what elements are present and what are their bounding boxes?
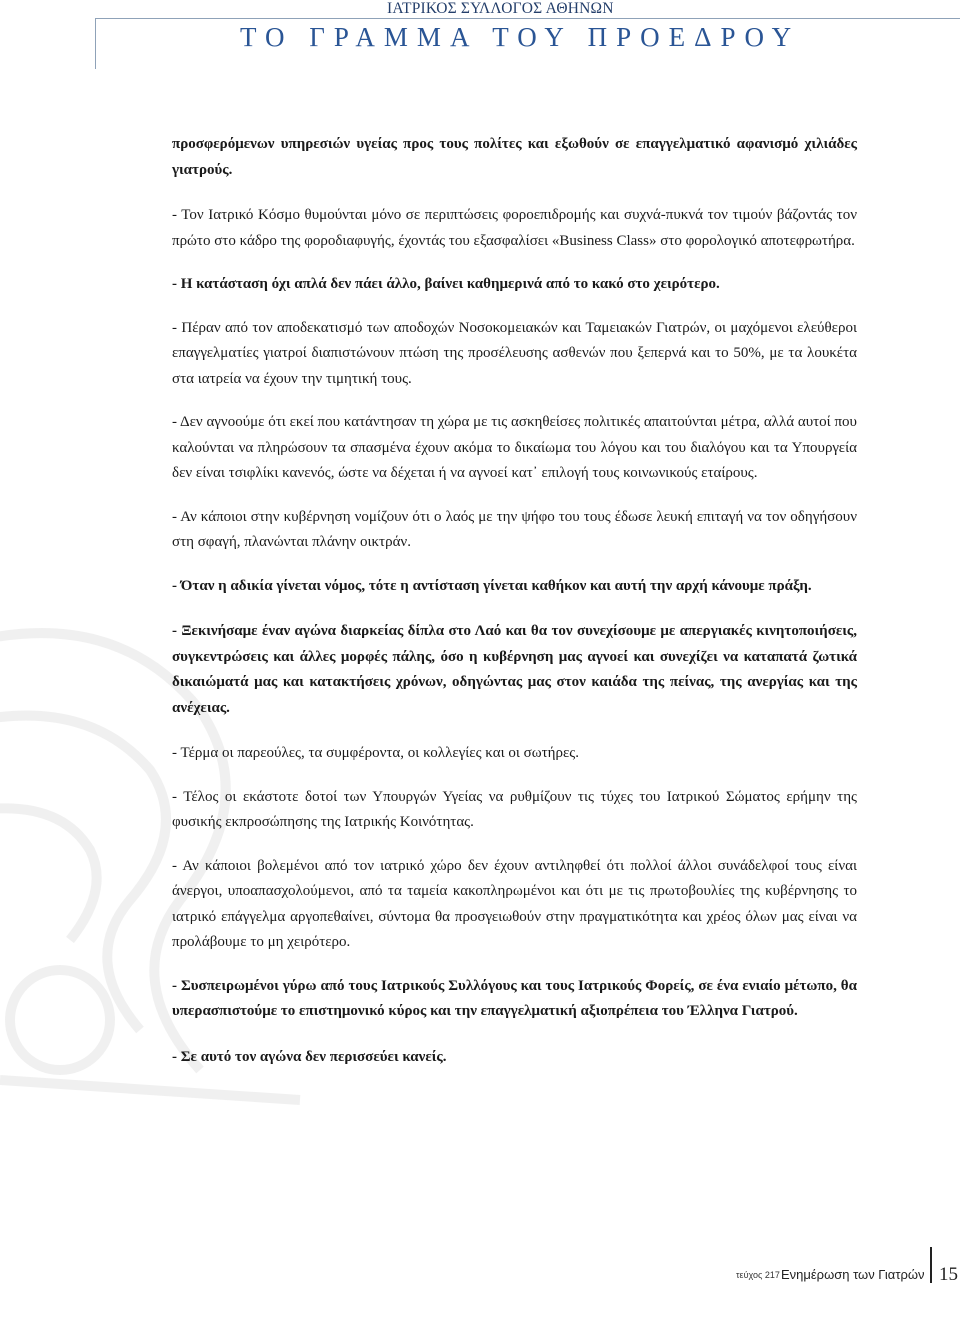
paragraph: - Σε αυτό τον αγώνα δεν περισσεύει κανείς. [172, 1048, 447, 1065]
paragraph: - Αν κάποιοι στην κυβέρνηση νομίζουν ότι ο λαός με την ψήφο του τους έδωσε λευκή επιταγή να τον οδηγήσουν στη σφαγή, πλανώνται πλάνην οικτράν. [172, 508, 857, 550]
letter-body [172, 132, 857, 1070]
footer-divider [930, 1247, 932, 1283]
page-title: ΤΟ ΓΡΑΜΜΑ ΤΟΥ ΠΡΟΕΔΡΟΥ [240, 22, 801, 52]
paragraph: - Πέραν από τον αποδεκατισμό των αποδοχών Νοσοκομειακών και Ταμειακών Γιατρών, οι μαχόμενοι ελεύθεροι επαγγελματίες γιατροί διαπιστώνουν πτώση της προσέλευσης ασθενών που ξεπερνά και το 50%, με τα λουκέτα στα ιατρεία να έχουν την τιμητική τους. [172, 319, 857, 387]
paragraph: - Συσπειρωμένοι γύρω από τους Ιατρικούς Συλλόγους και τους Ιατρικούς Φορείς, σε ένα ενιαίο μέτωπο, θα υπερασπιστούμε το επιστημονικό κύρος και την επαγγελματική αξιοπρέπεια του Έλληνα Γιατρού. [172, 977, 857, 1019]
page-number: 15 [939, 1264, 958, 1285]
paragraph: - Αν κάποιοι βολεμένοι από τον ιατρικό χώρο δεν έχουν αντιληφθεί ότι πολλοί άλλοι συνάδελφοί τους είναι άνεργοι, υποαπασχολούμενοι, από τα ταμεία κακοπληρωμένοι και ότι με τις πρωτοβουλίες της κυβέρνησης το ιατρικό επάγγελμα αργοπεθαίνει, σύντομα θα προσγειωθούν στην πραγματικότητα και χρέος όλων μας είναι να προλάβουμε το μη χειρότερο. [172, 857, 857, 950]
paragraph: - Τέλος οι εκάστοτε δοτοί των Υπουργών Υγείας να ρυθμίζουν τις τύχες του Ιατρικού Σώματος ερήμην της φυσικής εκπροσώπησης της Ιατρικής Κοινότητας. [172, 788, 857, 830]
paragraph: - Τέρμα οι παρεούλες, τα συμφέροντα, οι κολλεγίες και οι σωτήρες. [172, 745, 579, 761]
paragraph: - Η κατάσταση όχι απλά δεν πάει άλλο, βαίνει καθημερινά από το κακό στο χειρότερο. [172, 276, 720, 292]
paragraph: - Ξεκινήσαμε έναν αγώνα διαρκείας δίπλα στο Λαό και θα τον συνεχίσουμε με απεργιακές κινητοποιήσεις, συγκεντρώσεις και άλλες μορφές πάλης, όσο η κυβέρνηση μας αγνοεί και συνεχίζει να καταπατά ζωτικά δικαιώματά μας και κατακτήσεις χρόνων, οδηγώντας μας στον καιάδα της πείνας, της ανεργίας και της ανέχειας. [172, 623, 857, 716]
magazine-name: Ενημέρωση των Γιατρών [781, 1267, 925, 1282]
issue-number: τεύχος 217 [736, 1270, 780, 1280]
paragraph: - Δεν αγνοούμε ότι εκεί που κατάντησαν τη χώρα με τις ασκηθείσες πολιτικές απαιτούνται μέτρα, αλλά αυτοί που καλούνται να πληρώσουν τα σπασμένα έχουν ακόμα το δικαίωμα του λόγου και του διαλόγου και τα Υπουργεία δεν είναι τσιφλίκι κανενός, ώστε να δέχεται ή να αγνοεί κατ᾽ επιλογή τους κοινωνικούς εταίρους. [172, 414, 857, 481]
paragraph: - Τον Ιατρικό Κόσμο θυμούνται μόνο σε περιπτώσεις φοροεπιδρομής και συχνά-πυκνά τον τιμούν βάζοντάς τον πρώτο στο κάδρο της φοροδιαφυγής, έχοντάς του εξασφαλίσει «Business Class» στο φορολογικό αποτεφρωτήρα. [172, 207, 857, 249]
paragraph: προσφερόμενων υπηρεσιών υγείας προς τους πολίτες και εξωθούν σε επαγγελματικό αφανισμό χιλιάδες γιατρούς. [172, 136, 857, 178]
header-organization: ΙΑΤΡΙΚΟΣ ΣΥΛΛΟΓΟΣ ΑΘΗΝΩΝ [387, 0, 614, 17]
paragraph: - Όταν η αδικία γίνεται νόμος, τότε η αντίσταση γίνεται καθήκον και αυτή την αρχή κάνουμε πράξη. [172, 577, 812, 594]
